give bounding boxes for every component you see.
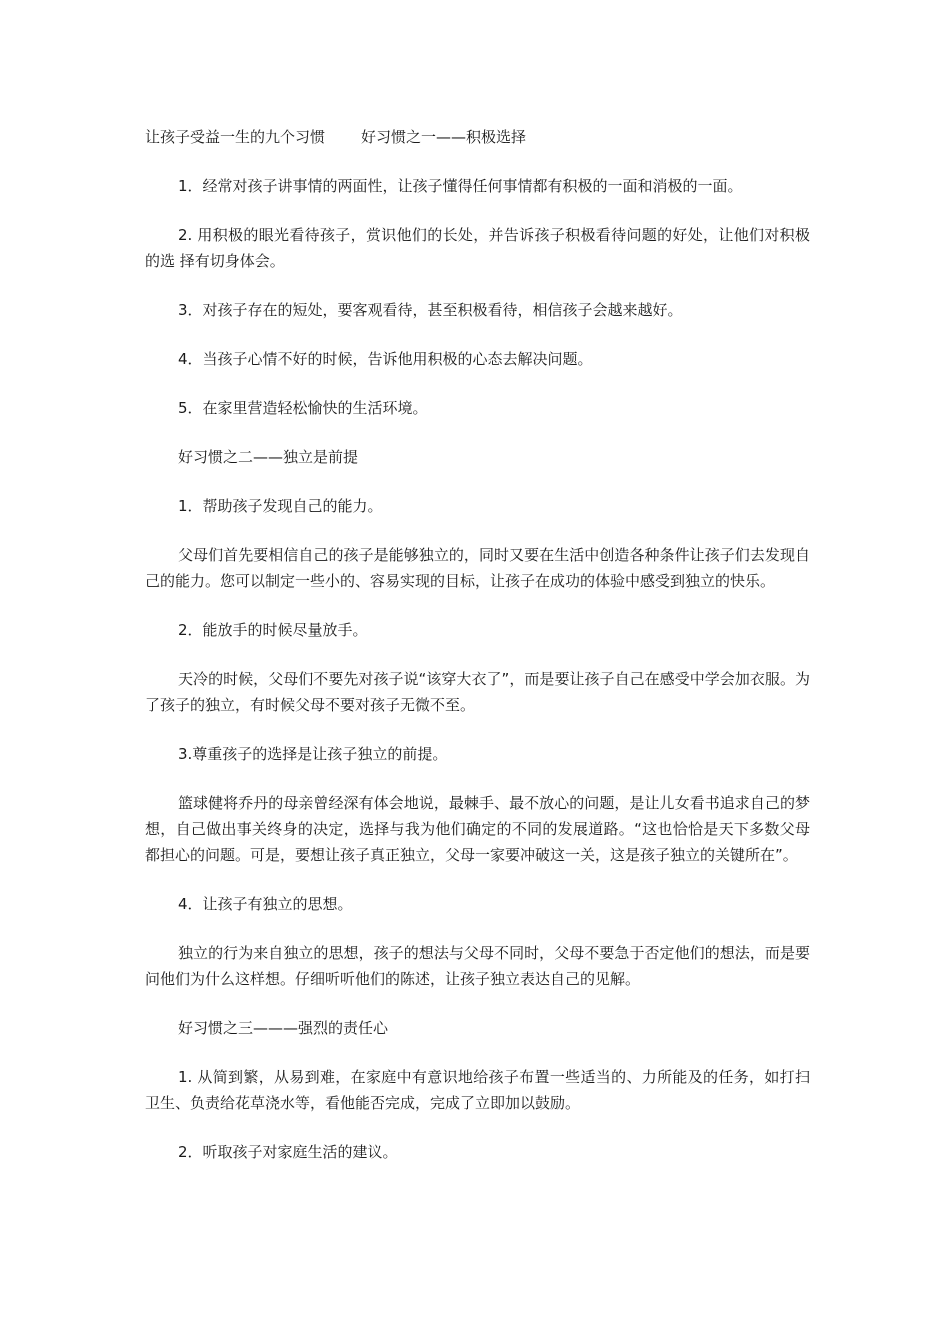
- document-title: 让孩子受益一生的九个习惯: [145, 128, 326, 146]
- document-body: [145, 124, 810, 1188]
- paragraph-4: 4．当孩子心情不好的时候，告诉他用积极的心态去解决问题。: [178, 350, 593, 368]
- section-heading-1: 好习惯之一——积极选择: [361, 128, 527, 146]
- title-line: [145, 124, 810, 150]
- paragraph-2: 2. 用积极的眼光看待孩子，赏识他们的长处，并告诉孩子积极看待问题的好处，让他们对积极的选 择有切身体会。: [145, 226, 810, 270]
- paragraph-8: 2．能放手的时候尽量放手。: [178, 621, 368, 639]
- paragraph-13: 独立的行为来自独立的思想，孩子的想法与父母不同时，父母不要急于否定他们的想法，而是要问他们为什么这样想。仔细听听他们的陈述，让孩子独立表达自己的见解。: [145, 944, 810, 988]
- paragraph-7: 父母们首先要相信自己的孩子是能够独立的，同时又要在生活中创造各种条件让孩子们去发现自己的能力。您可以制定一些小的、容易实现的目标，让孩子在成功的体验中感受到独立的快乐。: [145, 546, 810, 590]
- paragraph-6: 1．帮助孩子发现自己的能力。: [178, 497, 383, 515]
- paragraph-9: 天冷的时候，父母们不要先对孩子说“该穿大衣了”，而是要让孩子自己在感受中学会加衣服。为了孩子的独立，有时候父母不要对孩子无微不至。: [145, 670, 810, 714]
- paragraph-12: 4．让孩子有独立的思想。: [178, 895, 353, 913]
- paragraph-3: 3．对孩子存在的短处，要客观看待，甚至积极看待，相信孩子会越来越好。: [178, 301, 683, 319]
- paragraph-5: 5．在家里营造轻松愉快的生活环境。: [178, 399, 428, 417]
- paragraph-11: 篮球健将乔丹的母亲曾经深有体会地说，最棘手、最不放心的问题，是让儿女看书追求自己的梦想，自己做出事关终身的决定，选择与我为他们确定的不同的发展道路。“这也恰恰是天下多数父母都担心的问题。可是，要想让孩子真正独立，父母一家要冲破这一关，这是孩子独立的关键所在”。: [145, 794, 810, 864]
- paragraph-14: 1. 从简到繁，从易到难，在家庭中有意识地给孩子布置一些适当的、力所能及的任务，如打扫卫生、负责给花草浇水等，看他能否完成，完成了立即加以鼓励。: [145, 1068, 810, 1112]
- paragraph-1: 1．经常对孩子讲事情的两面性，让孩子懂得任何事情都有积极的一面和消极的一面。: [178, 177, 743, 195]
- section-heading-2: 好习惯之二——独立是前提: [178, 448, 359, 466]
- paragraph-10: 3.尊重孩子的选择是让孩子独立的前提。: [178, 745, 448, 763]
- paragraph-15: 2．听取孩子对家庭生活的建议。: [178, 1143, 398, 1161]
- section-heading-3: 好习惯之三———强烈的责任心: [178, 1019, 389, 1037]
